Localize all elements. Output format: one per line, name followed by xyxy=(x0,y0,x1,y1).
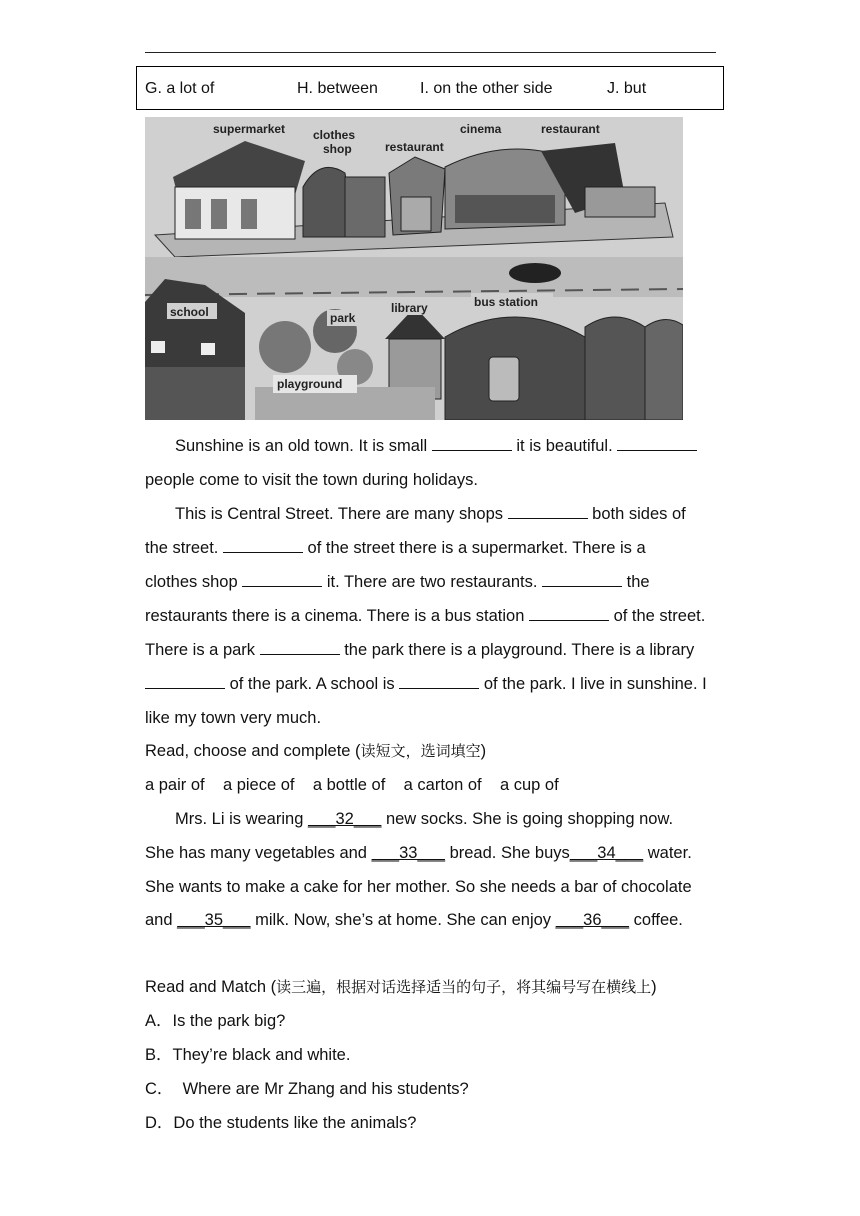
blank-32: ___32___ xyxy=(307,810,382,828)
label-restaurant-1: restaurant xyxy=(385,140,444,154)
passage-line: people come to visit the town during holidays. xyxy=(145,471,478,489)
label-restaurant-2: restaurant xyxy=(541,122,600,136)
section-2-line: and ___35___ milk. Now, she’s at home. She can enjoy ___36___ coffee. xyxy=(145,911,683,929)
label-cinema: cinema xyxy=(460,122,502,136)
passage-line: like my town very much. xyxy=(145,709,322,727)
label-park: park xyxy=(330,311,356,325)
label-clothes: clothes xyxy=(313,128,356,142)
section-3-heading: Read and Match (读三遍，根据对话选择适当的句子，将其编号写在横线上) xyxy=(145,978,657,996)
passage-line: of the park. A school is of the park. I live in sunshine. I xyxy=(145,674,707,694)
blank-36: ___36___ xyxy=(555,911,630,929)
word-option-i: I. on the other side xyxy=(420,80,553,97)
match-option-a: A．Is the park big? xyxy=(145,1012,286,1030)
word-option-h: H. between xyxy=(297,80,378,97)
match-option-b: B．They’re black and white. xyxy=(145,1046,351,1064)
passage-line: the street. of the street there is a supermarket. There is a xyxy=(145,539,646,557)
section-2-line: Mrs. Li is wearing ___32___ new socks. She is going shopping now. xyxy=(175,810,674,828)
section-2-line: She has many vegetables and ___33___ bread. She buys___34___ water. xyxy=(145,844,692,862)
passage-line: clothes shop it. There are two restaurants. the xyxy=(145,573,650,591)
label-supermarket: supermarket xyxy=(213,122,286,136)
word-option-g: G. a lot of xyxy=(145,80,215,97)
section-2-options: a pair of a piece of a bottle of a carton of a cup of xyxy=(145,776,559,794)
match-option-c: C． Where are Mr Zhang and his students? xyxy=(145,1080,469,1098)
blank-35: ___35___ xyxy=(177,911,251,929)
label-bus-station: bus station xyxy=(474,295,539,309)
blank-34: ___34___ xyxy=(569,844,644,862)
passage-line: This is Central Street. There are many shops both sides of xyxy=(175,505,686,523)
match-option-d: D．Do the students like the animals? xyxy=(145,1114,417,1132)
word-bank-box xyxy=(136,66,724,110)
passage-line: restaurants there is a cinema. There is a bus station of the street. xyxy=(145,607,706,625)
label-shop: shop xyxy=(323,142,352,156)
section-2-heading: Read, choose and complete (读短文，选词填空) xyxy=(145,742,487,760)
label-school: school xyxy=(170,305,209,319)
passage-line: There is a park the park there is a playground. There is a library xyxy=(145,641,695,659)
label-playground: playground xyxy=(277,377,343,391)
blank-33: ___33___ xyxy=(371,844,445,862)
word-option-j: J. but xyxy=(607,80,647,97)
passage-line: Sunshine is an old town. It is small it is beautiful. xyxy=(175,436,697,456)
label-library: library xyxy=(391,301,428,315)
section-2-line: She wants to make a cake for her mother. So she needs a bar of chocolate xyxy=(145,878,692,896)
town-street-picture xyxy=(145,117,683,420)
top-rule xyxy=(145,52,716,53)
